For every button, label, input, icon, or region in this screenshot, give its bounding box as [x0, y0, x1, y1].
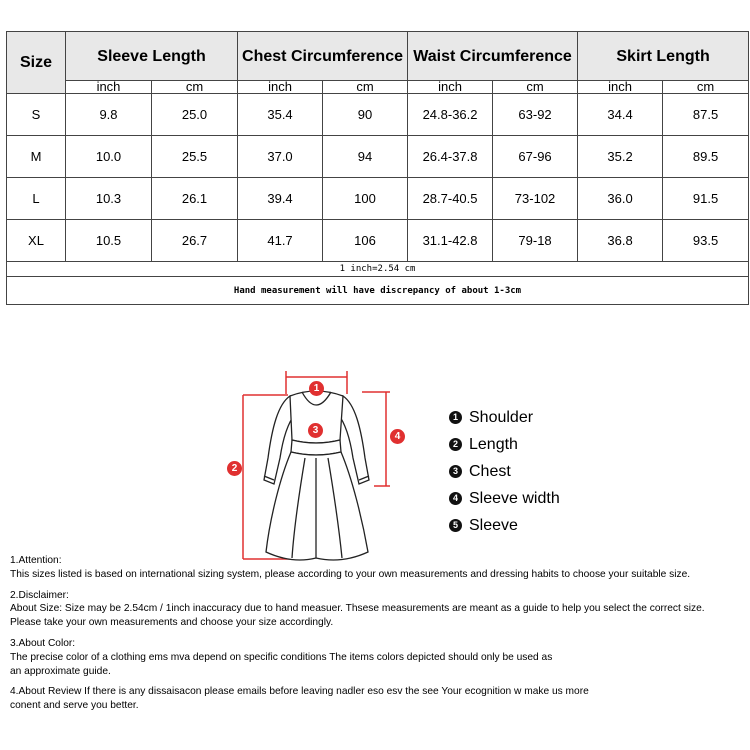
value-cell: 90 — [323, 94, 408, 136]
value-cell: 35.2 — [578, 136, 663, 178]
value-cell: 24.8-36.2 — [408, 94, 493, 136]
table-row — [7, 136, 749, 178]
legend-label: Chest — [469, 462, 511, 480]
legend-item-chest — [449, 458, 560, 485]
notes-section — [10, 554, 748, 720]
dress-measurement-diagram — [210, 368, 420, 568]
size-cell: XL — [7, 220, 66, 262]
legend-number: 4 — [449, 492, 462, 505]
value-cell: 26.4-37.8 — [408, 136, 493, 178]
value-cell: 10.3 — [66, 178, 152, 220]
length-marker: 2 — [227, 461, 242, 476]
attention-title: 1.Attention: — [10, 555, 62, 566]
conversion-note-row — [7, 262, 749, 277]
value-cell: 36.0 — [578, 178, 663, 220]
value-cell: 10.5 — [66, 220, 152, 262]
value-cell: 94 — [323, 136, 408, 178]
table-header-row — [7, 32, 749, 81]
value-cell: 39.4 — [238, 178, 323, 220]
review-note — [10, 685, 748, 713]
value-cell: 106 — [323, 220, 408, 262]
value-cell: 37.0 — [238, 136, 323, 178]
attention-text: This sizes listed is based on international sizing system, please according to your own measurements and dressing habits to choose your suitable size. — [10, 568, 691, 580]
legend-number: 5 — [449, 519, 462, 532]
header-size: Size — [7, 32, 66, 94]
header-sleeve-length: Sleeve Length — [66, 32, 238, 81]
measurement-note: Hand measurement will have discrepancy of about 1-3cm — [7, 277, 749, 305]
size-cell: L — [7, 178, 66, 220]
disclaimer-title: 2.Disclaimer: — [10, 589, 69, 601]
shoulder-marker: 1 — [309, 381, 324, 396]
legend-item-length — [449, 431, 560, 458]
measurement-note-row — [7, 277, 749, 305]
value-cell: 93.5 — [663, 220, 749, 262]
value-cell: 28.7-40.5 — [408, 178, 493, 220]
unit-cell: inch — [238, 81, 323, 94]
unit-cell: inch — [408, 81, 493, 94]
value-cell: 26.7 — [152, 220, 238, 262]
size-cell: S — [7, 94, 66, 136]
value-cell: 79-18 — [493, 220, 578, 262]
measurement-legend — [449, 404, 560, 539]
value-cell: 25.0 — [152, 94, 238, 136]
value-cell: 41.7 — [238, 220, 323, 262]
value-cell: 35.4 — [238, 94, 323, 136]
value-cell: 25.5 — [152, 136, 238, 178]
table-row — [7, 178, 749, 220]
disclaimer-note — [10, 589, 748, 630]
sleeve-width-marker: 4 — [390, 429, 405, 444]
header-chest-circumference: Chest Circumference — [238, 32, 408, 81]
color-line: an approximate guide. — [10, 665, 111, 677]
disclaimer-line: Please take your own measurements and choose your size accordingly. — [10, 617, 334, 629]
unit-cell: cm — [323, 81, 408, 94]
review-line: 4.About Review If there is any dissaisacon please emails before leaving nadler eso esv the see Your ecognition w make us more — [10, 686, 589, 698]
value-cell: 36.8 — [578, 220, 663, 262]
value-cell: 10.0 — [66, 136, 152, 178]
unit-cell: cm — [663, 81, 749, 94]
value-cell: 26.1 — [152, 178, 238, 220]
value-cell: 73-102 — [493, 178, 578, 220]
unit-cell: inch — [578, 81, 663, 94]
units-row — [7, 81, 749, 94]
value-cell: 31.1-42.8 — [408, 220, 493, 262]
attention-note — [10, 554, 748, 582]
unit-cell: cm — [493, 81, 578, 94]
color-line: The precise color of a clothing ems mva depend on specific conditions The items colors depicted should only be used as — [10, 651, 553, 663]
value-cell: 100 — [323, 178, 408, 220]
unit-cell: cm — [152, 81, 238, 94]
color-title: 3.About Color: — [10, 637, 76, 649]
legend-item-shoulder — [449, 404, 560, 431]
header-waist-circumference: Waist Circumference — [408, 32, 578, 81]
header-skirt-length: Skirt Length — [578, 32, 749, 81]
value-cell: 87.5 — [663, 94, 749, 136]
legend-label: Length — [469, 435, 518, 453]
legend-label: Shoulder — [469, 408, 534, 426]
review-line: conent and serve you better. — [10, 700, 139, 712]
table-row — [7, 220, 749, 262]
size-cell: M — [7, 136, 66, 178]
legend-item-sleeve-width — [449, 485, 560, 512]
unit-cell: inch — [66, 81, 152, 94]
chest-marker: 3 — [308, 423, 323, 438]
value-cell: 89.5 — [663, 136, 749, 178]
legend-number: 3 — [449, 465, 462, 478]
value-cell: 91.5 — [663, 178, 749, 220]
legend-number: 2 — [449, 438, 462, 451]
disclaimer-line: About Size: Size may be 2.54cm / 1inch inaccuracy due to hand measuer. Thsese measurements are meant as a guide to help you select the correct size. — [10, 603, 705, 615]
legend-item-sleeve — [449, 512, 560, 539]
color-note — [10, 637, 748, 678]
legend-number: 1 — [449, 411, 462, 424]
legend-label: Sleeve — [469, 516, 518, 534]
value-cell: 9.8 — [66, 94, 152, 136]
value-cell: 34.4 — [578, 94, 663, 136]
size-chart-table — [6, 31, 749, 305]
value-cell: 67-96 — [493, 136, 578, 178]
value-cell: 63-92 — [493, 94, 578, 136]
legend-label: Sleeve width — [469, 489, 560, 507]
conversion-note: 1 inch=2.54 cm — [7, 262, 749, 277]
table-row — [7, 94, 749, 136]
